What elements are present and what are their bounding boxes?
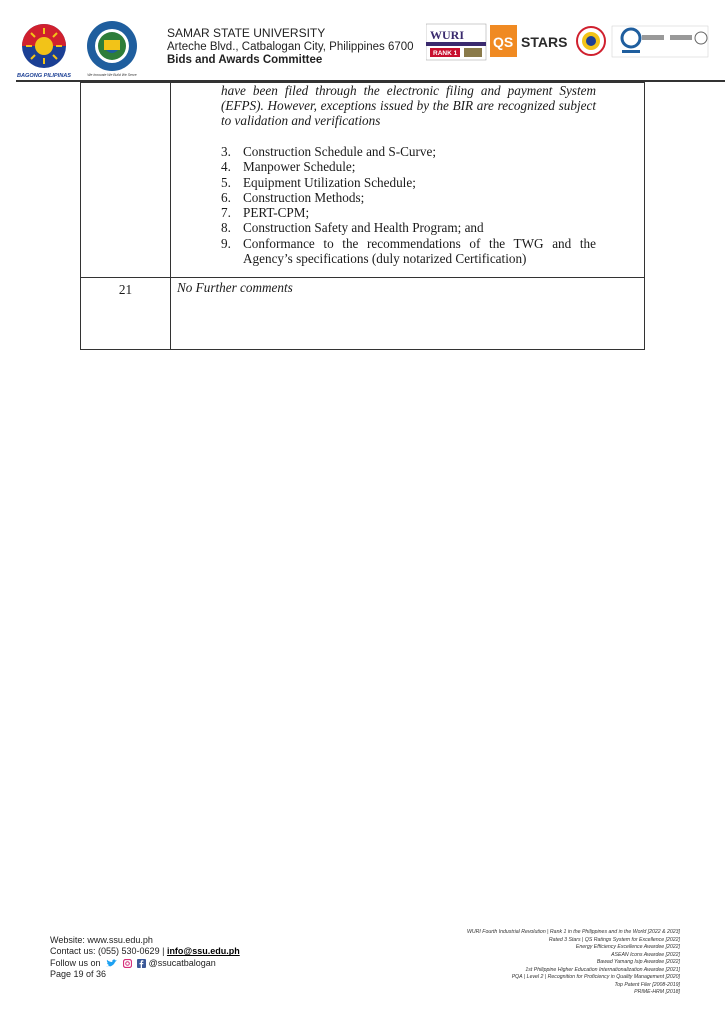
svg-text:RANK 1: RANK 1 [433,50,458,57]
list-item: 3. Construction Schedule and S-Curve; [221,144,437,159]
svg-text:STARS: STARS [521,34,568,50]
university-address: Arteche Blvd., Catbalogan City, Philippines 6700 [167,40,414,53]
requirements-list [221,144,596,277]
row-content-cell [171,83,645,278]
accreditation-logos [426,22,711,62]
university-header-text [167,27,414,68]
university-name: SAMAR STATE UNIVERSITY [167,26,326,40]
award-line: Energy Efficiency Excellence Awardee [2022] [575,944,680,950]
award-line: Rated 3 Stars | QS Ratings System for Excellence [2022] [548,936,680,943]
svg-text:QS: QS [493,34,514,50]
wuri-badge [426,24,486,60]
row-number-cell [81,83,171,278]
efps-paragraph: have been filed through the electronic filing and payment System (EFPS). However, exceptions issued by the BIR are recognized subject to validation and verifications [221,83,596,128]
list-item: 9. Conformance to the recommendations of the TWG and the Agency’s specifications (duly notarized Certification) [221,235,596,267]
footer-contact-line: Contact us: (055) 530-0629 | info@ssu.edu.ph [50,946,240,957]
svg-text:WURI: WURI [430,28,465,42]
list-item: 8. Construction Safety and Health Program; and [221,220,484,236]
award-line: PQA | Level 2 | Recognition for Proficiency in Quality Management [2020] [511,974,680,980]
qs-stars-badge [490,25,572,57]
page-header [0,0,725,80]
list-item: 4. Manpower Schedule; [221,159,356,175]
seal-icon [577,27,605,55]
footer-awards [467,929,680,997]
comments-table [80,82,645,350]
row-comment-cell: No Further comments [171,278,645,350]
award-line: PRIME-HRM [2018] [634,989,680,995]
footer-contact [50,935,240,981]
award-line: WURI Fourth Industrial Revolution | Rank 1 in the Philippines and in the World [2022 & 2023] [467,929,680,935]
list-item: 5. Equipment Utilization Schedule; [221,174,416,190]
ssu-seal-logo [84,20,140,78]
committee-name: Bids and Awards Committee [167,54,323,66]
email-link[interactable]: info@ssu.edu.ph [166,946,240,957]
facebook-icon[interactable] [137,959,146,968]
table-row [81,83,645,278]
ssu-tagline: We Innovate We Build We Serve [87,73,137,77]
row-number-cell: 21 [81,278,171,350]
bagong-pilipinas-logo [16,22,72,80]
social-handle: @ssucatbalogan [148,957,216,968]
twitter-icon[interactable] [106,959,117,968]
bagong-pilipinas-caption: BAGONG PILIPINAS [16,73,72,79]
footer-social: Follow us on @ssucatbalogan [50,957,216,968]
award-line: Bawad Yamang Isip Awardee [2022] [596,959,680,965]
page-number: Page 19 of 36 [50,969,107,980]
iso-certification-logos [612,26,708,57]
instagram-icon[interactable] [123,959,132,968]
award-line: 1st Philippine Higher Education Internationalization Awardee [2021] [525,966,680,973]
list-item: 6. Construction Methods; [221,189,365,205]
award-line: ASEAN Icons Awardee [2022] [611,951,680,958]
list-item: 7. PERT-CPM; [221,205,310,221]
table-row [81,278,645,350]
footer-website: Website: www.ssu.edu.ph [50,935,153,945]
award-line: Top Patent Filer [2008-2019] [614,981,680,988]
